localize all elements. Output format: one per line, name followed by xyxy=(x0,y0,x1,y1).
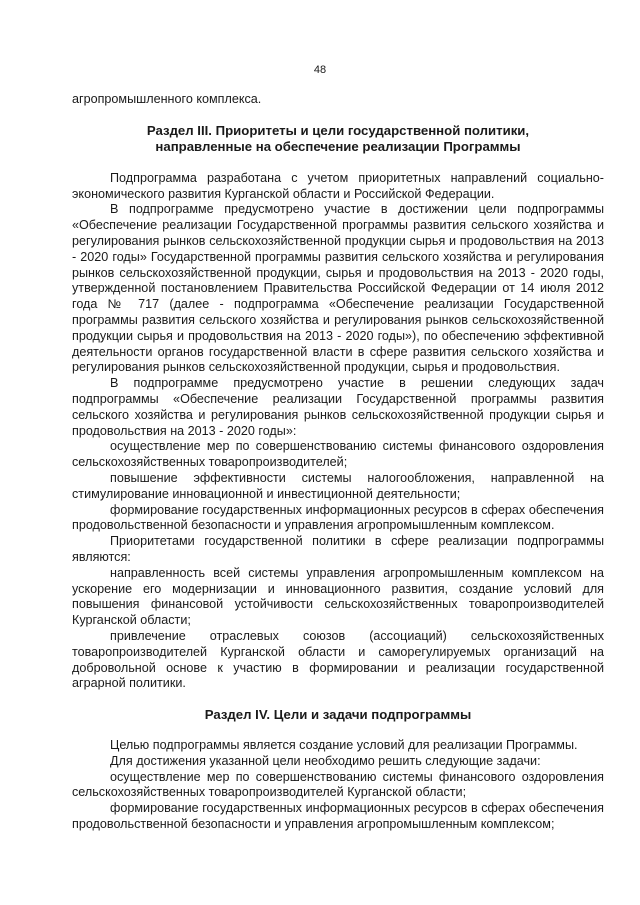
paragraph: В подпрограмме предусмотрено участие в решении следующих задач подпрограммы «Обеспечение реализации Государственной программы развития сельского хозяйства и регулирования рынков сельскохозяйственной продукции сырья и продовольствия на 2013 - 2020 годы»: xyxy=(72,376,604,438)
paragraph: Целью подпрограммы является создание условий для реализации Программы. xyxy=(110,738,578,753)
list-item: направленность всей системы управления агропромышленным комплексом на ускорение его модернизации и инновационного развития, создание условий для повышения финансовой устойчивости сельскохозяйственных товаропроизводителей Курганской области; xyxy=(72,565,604,628)
list-item: осуществление мер по совершенствованию системы финансового оздоровления сельскохозяйственных товаропроизводителей; xyxy=(72,439,604,470)
paragraph: Для достижения указанной цели необходимо решить следующие задачи: xyxy=(110,753,541,768)
paragraph: В подпрограмме предусмотрено участие в достижении цели подпрограммы «Обеспечение реализации Государственной программы развития сельского хозяйства и регулирования рынков сельскохозяйственной продукции сырья и продовольствия на 2013 - 2020 годы» Государственной программы развития сельского хозяйства и регулирования рынков сельскохозяйственной продукции, сырья и продовольствия на 2013 - 2020 годы, утвержденной постановлением Правительства Российской Федерации от 14 июля 2012 года № 717 (далее - подпрограмма «Обеспечение реализации Государственной программы развития сельского хозяйства и регулирования рынков сельскохозяйственной продукции сырья и продовольствия на 2013 - 2020 годы»), по обеспечению эффективной деятельности органов государственной власти в сфере развития сельского хозяйства и регулирования рынков сельскохозяйственной продукции, сырья и продовольствия. xyxy=(72,202,604,375)
section4-heading xyxy=(72,707,604,723)
paragraph: Приоритетами государственной политики в сфере реализации подпрограммы являются: xyxy=(72,534,604,564)
page-number: 48 xyxy=(313,64,327,76)
list-item: формирование государственных информационных ресурсов в сферах обеспечения продовольственной безопасности и управления агропромышленным комплексом; xyxy=(72,801,604,832)
list-item: повышение эффективности системы налогообложения, направленной на стимулирование инновационной и инвестиционной деятельности; xyxy=(72,470,604,501)
paragraph: Подпрограмма разработана с учетом приоритетных направлений социально-экономического развития Курганской области и Российской Федерации. xyxy=(72,170,604,201)
section3-body xyxy=(72,171,604,692)
section3-heading xyxy=(72,123,604,155)
section3-title-line2: направленные на обеспечение реализации Программы xyxy=(155,138,521,154)
intro-line: агропромышленного комплекса. xyxy=(72,92,262,106)
list-item: осуществление мер по совершенствованию системы финансового оздоровления сельскохозяйственных товаропроизводителей Курганской области; xyxy=(72,769,604,800)
page-content xyxy=(72,92,604,833)
list-item: формирование государственных информационных ресурсов в сферах обеспечения продовольственной безопасности и управления агропромышленным комплексом. xyxy=(72,502,604,533)
section4-title: Раздел IV. Цели и задачи подпрограммы xyxy=(204,707,472,723)
section3-title-line1: Раздел III. Приоритеты и цели государственной политики, xyxy=(146,122,530,138)
list-item: привлечение отраслевых союзов (ассоциаций) сельскохозяйственных товаропроизводителей Курганской области и саморегулируемых организаций на добровольной основе к участию в формировании и реализации государственной аграрной политики. xyxy=(72,628,604,691)
section4-body xyxy=(72,738,604,833)
